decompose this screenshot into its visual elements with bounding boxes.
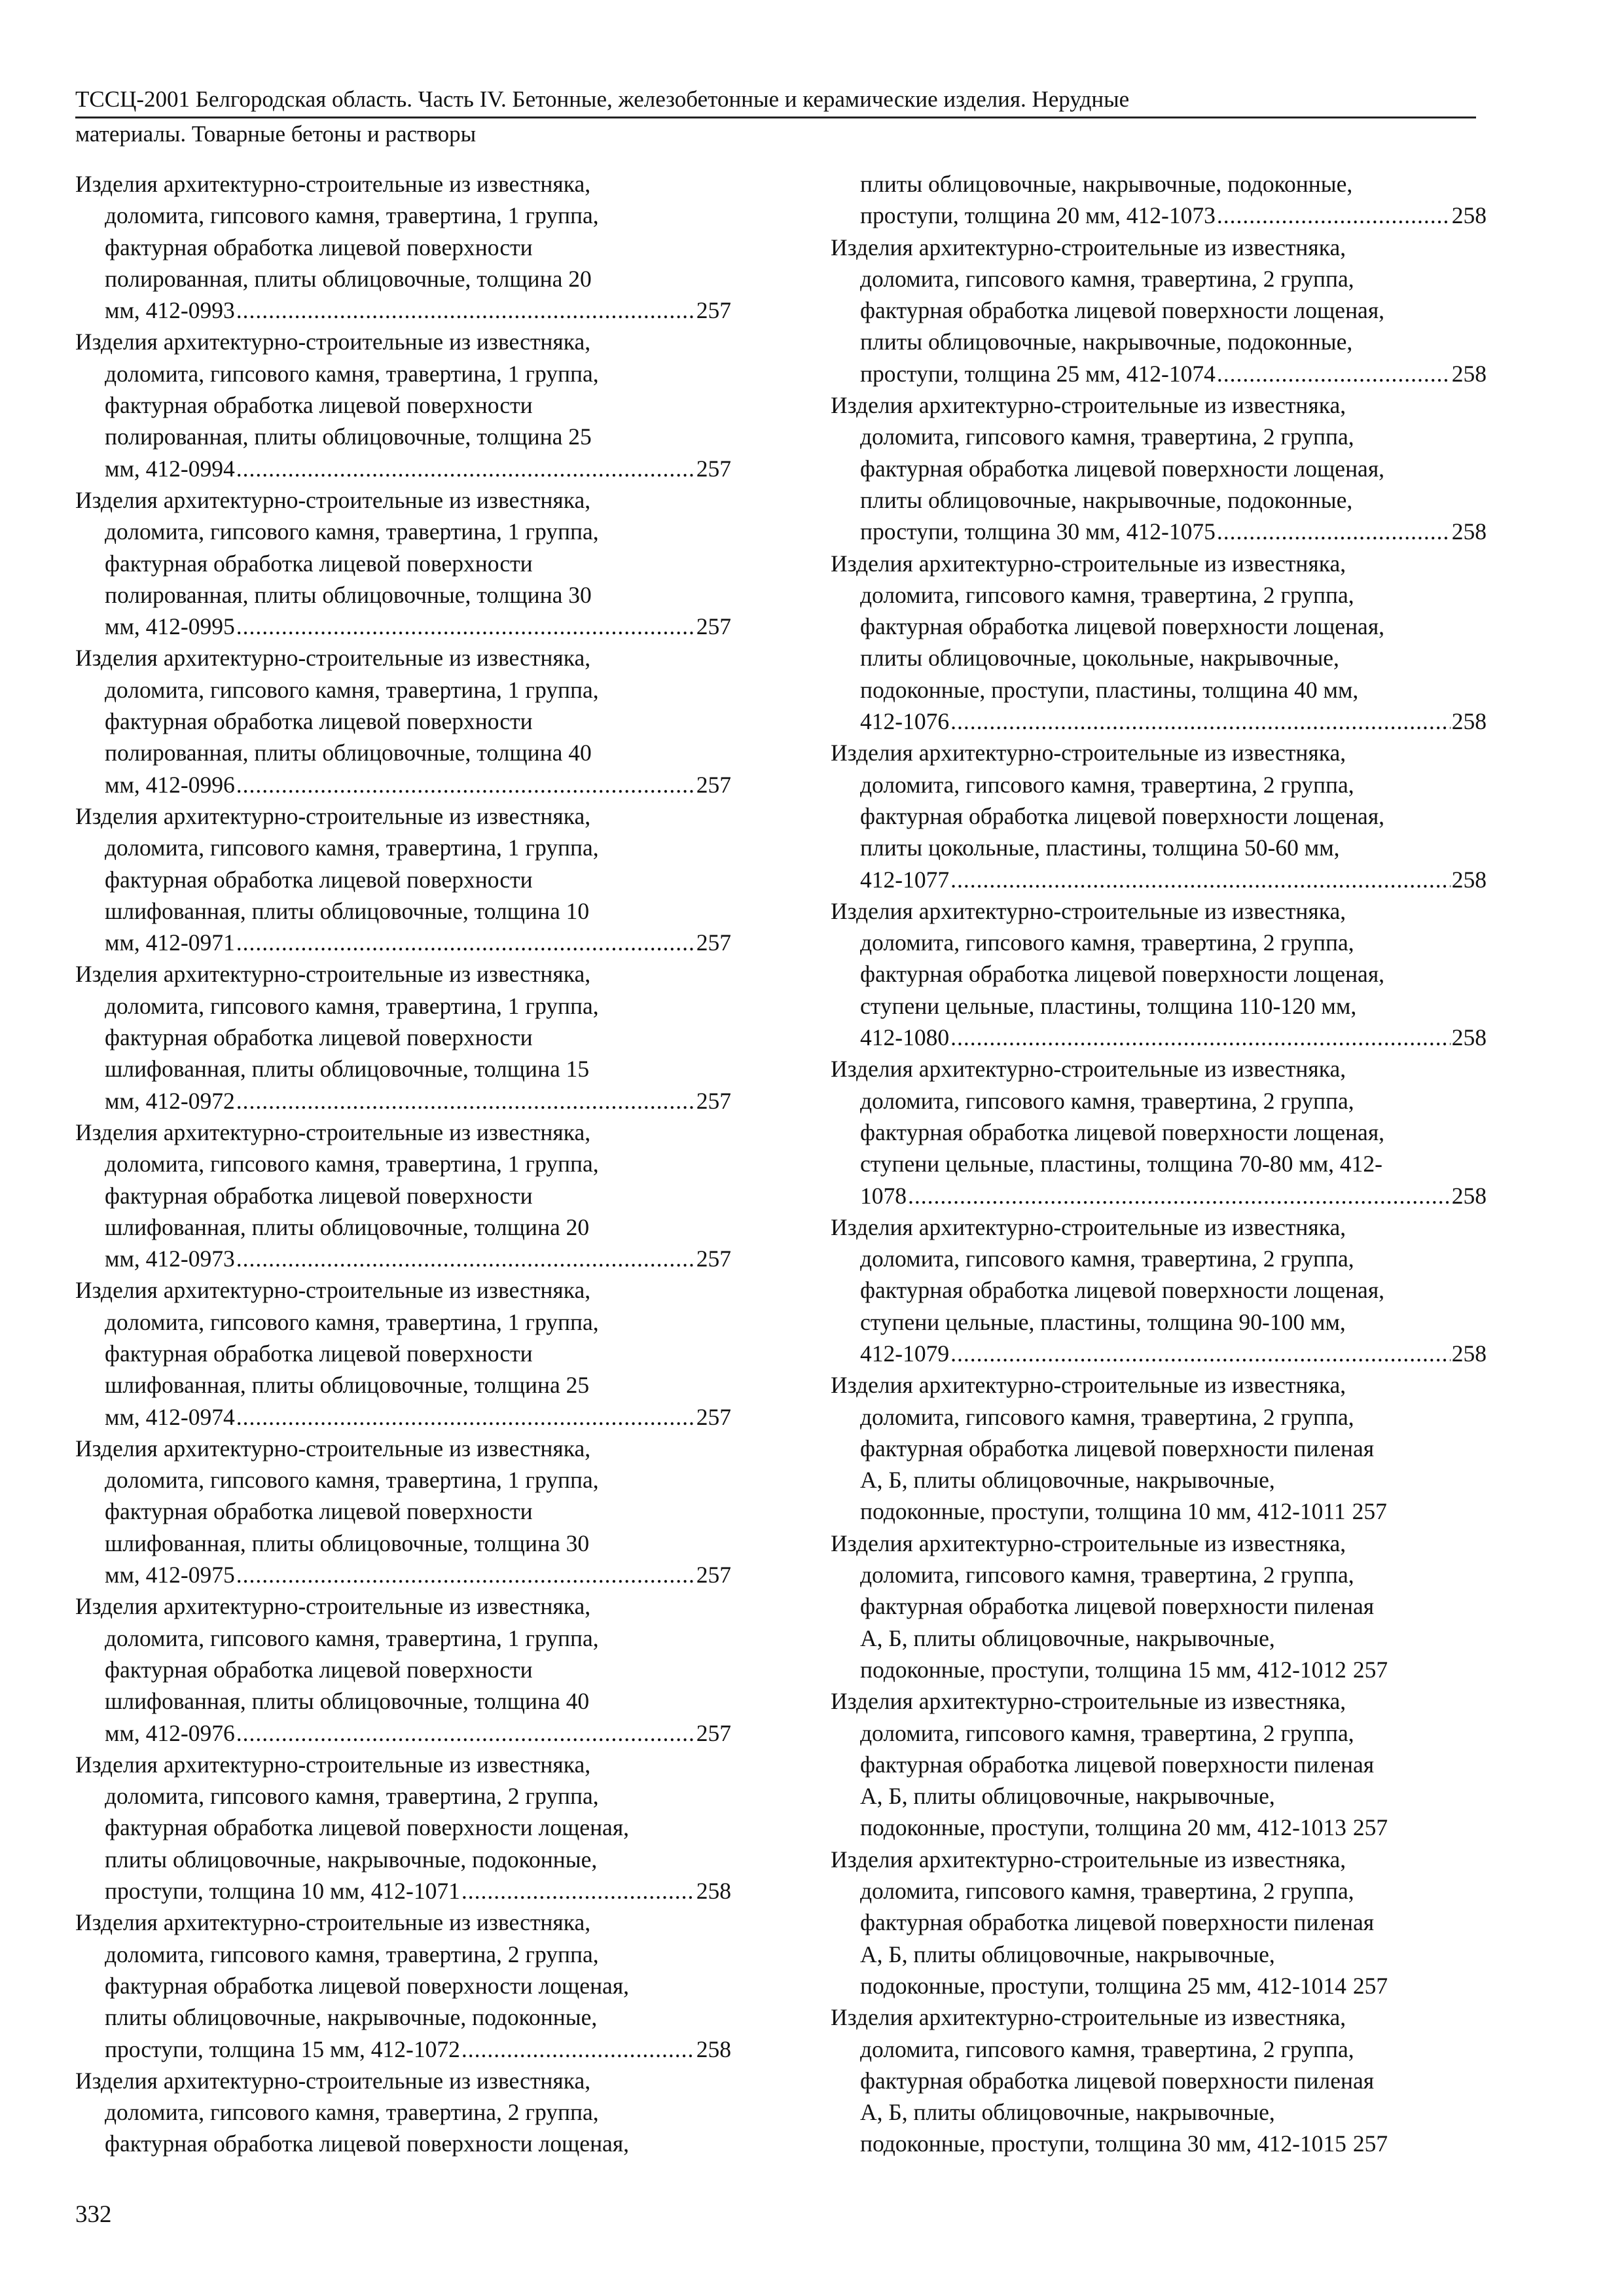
- index-entry: [831, 1211, 1487, 1369]
- index-entry: [75, 1117, 731, 1274]
- index-entry-page: 258: [1451, 1340, 1487, 1367]
- index-entry-line: фактурная обработка лицевой поверхности: [105, 550, 533, 577]
- index-entry-line: Изделия архитектурно-строительные из известняка,: [75, 2067, 591, 2094]
- index-entry-line: доломита, гипсового камня, травертина, 1 группа,: [105, 676, 599, 703]
- index-entry-line: фактурная обработка лицевой поверхности лощеная,: [860, 455, 1385, 482]
- index-entry-code: мм, 412-0973: [105, 1246, 235, 1272]
- index-entry: [75, 1274, 731, 1432]
- index-entry-reference: [831, 1496, 1487, 1527]
- index-entry-line: доломита, гипсового камня, травертина, 1 группа,: [105, 360, 599, 387]
- index-entry-line: Изделия архитектурно-строительные из известняка,: [831, 234, 1346, 260]
- index-entry-line: шлифованная, плиты облицовочные, толщина 40: [105, 1688, 590, 1715]
- index-entry: [831, 1844, 1487, 2001]
- index-entry-reference: [831, 1180, 1487, 1211]
- index-entry-page: 258: [1451, 708, 1487, 735]
- index-entry-line: доломита, гипсового камня, травертина, 2 группа,: [860, 1719, 1354, 1746]
- index-entry-reference: [831, 1812, 1487, 1843]
- index-entry-line: фактурная обработка лицевой поверхности лощеная,: [105, 1972, 630, 1999]
- index-entry-page: 257: [696, 1719, 731, 1746]
- index-entry-line: доломита, гипсового камня, травертина, 2 группа,: [860, 581, 1354, 608]
- index-entry-line: фактурная обработка лицевой поверхности: [105, 1498, 533, 1525]
- dot-leader: [1217, 358, 1451, 389]
- dot-leader: [236, 1243, 695, 1274]
- index-entry-line: Изделия архитектурно-строительные из известняка,: [75, 1119, 591, 1145]
- index-entry-line: Изделия архитектурно-строительные из известняка,: [831, 1372, 1346, 1399]
- dot-leader: [950, 706, 1451, 737]
- index-entry: [75, 958, 731, 1116]
- index-entry-code: подоконные, проступи, толщина 15 мм, 412-1012: [860, 1656, 1346, 1683]
- index-entry-line: фактурная обработка лицевой поверхности пиленая: [860, 1751, 1375, 1778]
- index-entry-line: полированная, плиты облицовочные, толщина 20: [105, 265, 592, 292]
- index-entry-line: Изделия архитектурно-строительные из известняка,: [831, 1530, 1346, 1556]
- dot-leader: [1217, 200, 1451, 231]
- index-entry-code: мм, 412-0996: [105, 771, 235, 798]
- dot-leader: [236, 927, 695, 958]
- index-entry-code: 412-1080: [860, 1024, 950, 1051]
- index-entry-line: Изделия архитектурно-строительные из известняка,: [831, 1056, 1346, 1083]
- index-entry-reference: [831, 864, 1487, 895]
- index-entry-line: доломита, гипсового камня, травертина, 2 группа,: [860, 1246, 1354, 1272]
- index-entry-line: доломита, гипсового камня, травертина, 2 группа,: [860, 265, 1354, 292]
- index-entry-reference: [75, 1875, 731, 1907]
- index-entry-code: 1078: [860, 1182, 907, 1209]
- index-entry: [831, 737, 1487, 895]
- index-entry: [75, 326, 731, 484]
- index-entry: [831, 1528, 1487, 1685]
- index-entry: [75, 168, 731, 326]
- index-entry: [831, 389, 1487, 547]
- index-entry-line: Изделия архитектурно-строительные из известняка,: [75, 1277, 591, 1304]
- index-entry-line: доломита, гипсового камня, травертина, 2 группа,: [860, 1878, 1354, 1905]
- index-entry-line: фактурная обработка лицевой поверхности лощеная,: [860, 297, 1385, 324]
- index-entry-line: плиты облицовочные, накрывочные, подоконные,: [860, 329, 1353, 355]
- index-entry-page: 257: [1352, 1498, 1387, 1525]
- dot-leader: [236, 295, 695, 326]
- index-entry-code: проступи, толщина 20 мм, 412-1073: [860, 202, 1216, 229]
- dot-leader: [236, 1085, 695, 1117]
- index-entry: [831, 895, 1487, 1053]
- index-entry: [75, 800, 731, 958]
- index-entry-reference: [831, 516, 1487, 547]
- index-entry-line: доломита, гипсового камня, травертина, 1 группа,: [105, 202, 599, 229]
- index-entry-line: Изделия архитектурно-строительные из известняка,: [831, 2004, 1346, 2031]
- index-entry-line: фактурная обработка лицевой поверхности лощеная,: [860, 1277, 1385, 1304]
- index-entry-code: 412-1077: [860, 866, 950, 893]
- index-entry: [831, 1369, 1487, 1527]
- index-entry-line: Изделия архитектурно-строительные из известняка,: [75, 802, 591, 829]
- index-entry-page: 258: [1451, 1024, 1487, 1051]
- index-entry-code: мм, 412-0994: [105, 455, 235, 482]
- index-entry-line: фактурная обработка лицевой поверхности: [105, 1182, 533, 1209]
- index-entry-line: доломита, гипсового камня, травертина, 2 группа,: [860, 1087, 1354, 1114]
- index-entry-line: фактурная обработка лицевой поверхности лощеная,: [105, 1814, 630, 1841]
- dot-leader: [236, 769, 695, 800]
- dot-leader: [950, 864, 1451, 895]
- index-entry-line: доломита, гипсового камня, травертина, 2 группа,: [860, 2036, 1354, 2062]
- index-entry: [75, 1907, 731, 2064]
- index-entry: [831, 1053, 1487, 1211]
- index-entry-code: проступи, толщина 25 мм, 412-1074: [860, 360, 1216, 387]
- index-entry-page: 257: [696, 455, 731, 482]
- index-entry-line: фактурная обработка лицевой поверхности лощеная,: [860, 1119, 1385, 1145]
- index-entry-page: 257: [1352, 1656, 1388, 1683]
- page-number: 332: [75, 2201, 112, 2228]
- index-entry-reference: [75, 2034, 731, 2065]
- index-entry: [831, 1685, 1487, 1843]
- index-entry-line: подоконные, проступи, пластины, толщина 40 мм,: [860, 676, 1359, 703]
- index-entry-page: 257: [696, 297, 731, 324]
- index-column-right: [831, 168, 1487, 2160]
- index-entry-line: Изделия архитектурно-строительные из известняка,: [831, 1846, 1346, 1873]
- index-entry-line: фактурная обработка лицевой поверхности пиленая: [860, 1435, 1375, 1462]
- index-entry-page: 257: [1352, 1972, 1388, 1999]
- dot-leader: [236, 1717, 695, 1749]
- index-entry-page: 258: [1451, 360, 1487, 387]
- index-entry-reference: [75, 611, 731, 642]
- index-entry-code: 412-1076: [860, 708, 950, 735]
- index-entry-line: шлифованная, плиты облицовочные, толщина 25: [105, 1372, 590, 1399]
- dot-leader: [236, 1401, 695, 1433]
- index-entry-code: мм, 412-0974: [105, 1403, 235, 1430]
- index-entry-page: 257: [696, 929, 731, 956]
- dot-leader: [461, 2034, 695, 2065]
- index-entry-line: фактурная обработка лицевой поверхности пиленая: [860, 1593, 1375, 1620]
- index-entry-line: доломита, гипсового камня, травертина, 1 группа,: [105, 834, 599, 861]
- index-entry-line: ступени цельные, пластины, толщина 110-120 мм,: [860, 992, 1357, 1019]
- index-entry-line: полированная, плиты облицовочные, толщина 40: [105, 740, 592, 766]
- index-entry-line: фактурная обработка лицевой поверхности лощеная,: [105, 2130, 630, 2157]
- index-entry-line: Изделия архитектурно-строительные из известняка,: [75, 329, 591, 355]
- index-entry-line: доломита, гипсового камня, травертина, 2 группа,: [860, 929, 1354, 956]
- index-entry-line: Изделия архитектурно-строительные из известняка,: [831, 1213, 1346, 1240]
- index-entry-page: 258: [696, 1878, 731, 1905]
- index-entry-code: подоконные, проступи, толщина 20 мм, 412-1013: [860, 1814, 1346, 1841]
- index-entry-page: 257: [696, 1087, 731, 1114]
- index-entry-line: доломита, гипсового камня, травертина, 2 группа,: [860, 1403, 1354, 1430]
- index-entry-code: мм, 412-0975: [105, 1562, 235, 1588]
- index-entry-line: фактурная обработка лицевой поверхности лощеная,: [860, 613, 1385, 640]
- index-entry-reference: [75, 769, 731, 800]
- index-entry: [831, 168, 1487, 232]
- index-entry: [831, 548, 1487, 738]
- index-entry-line: доломита, гипсового камня, травертина, 1 группа,: [105, 518, 599, 545]
- index-entry-line: Изделия архитектурно-строительные из известняка,: [831, 897, 1346, 924]
- index-entry-line: доломита, гипсового камня, травертина, 2 группа,: [105, 1941, 599, 1967]
- index-entry-page: 258: [1451, 202, 1487, 229]
- index-entry-reference: [831, 2128, 1487, 2159]
- index-entry-page: 257: [1352, 1814, 1388, 1841]
- dot-leader: [236, 1559, 695, 1590]
- index-entry: [75, 2065, 731, 2160]
- header-title-line-2: материалы. Товарные бетоны и растворы: [75, 121, 477, 147]
- index-entry-line: ступени цельные, пластины, толщина 90-100 мм,: [860, 1308, 1346, 1335]
- index-entry-line: Изделия архитектурно-строительные из известняка,: [831, 1688, 1346, 1715]
- index-entry-reference: [831, 200, 1487, 231]
- index-entry: [831, 232, 1487, 389]
- index-entry-code: подоконные, проступи, толщина 30 мм, 412-1015: [860, 2130, 1346, 2157]
- index-entry-line: доломита, гипсового камня, травертина, 2 группа,: [105, 2099, 599, 2126]
- dot-leader: [236, 611, 695, 642]
- index-entry-line: Изделия архитектурно-строительные из известняка,: [831, 392, 1346, 419]
- index-entry-page: 257: [696, 613, 731, 640]
- index-entry-code: мм, 412-0971: [105, 929, 235, 956]
- index-entry: [831, 2001, 1487, 2159]
- index-entry-line: А, Б, плиты облицовочные, накрывочные,: [860, 2099, 1275, 2126]
- index-entry-line: доломита, гипсового камня, травертина, 1 группа,: [105, 1624, 599, 1651]
- index-entry-code: проступи, толщина 15 мм, 412-1072: [105, 2036, 460, 2062]
- index-entry-line: Изделия архитектурно-строительные из известняка,: [75, 486, 591, 513]
- index-entry-reference: [75, 453, 731, 484]
- index-entry-reference: [75, 1559, 731, 1590]
- index-entry-code: проступи, толщина 10 мм, 412-1071: [105, 1878, 460, 1905]
- index-entry-page: 257: [696, 771, 731, 798]
- index-entry-line: плиты облицовочные, накрывочные, подоконные,: [105, 1846, 598, 1873]
- index-entry-code: мм, 412-0972: [105, 1087, 235, 1114]
- index-entry-line: плиты облицовочные, цокольные, накрывочные,: [860, 645, 1339, 672]
- index-entry-line: доломита, гипсового камня, травертина, 2 группа,: [860, 423, 1354, 450]
- index-entry-line: Изделия архитектурно-строительные из известняка,: [75, 1909, 591, 1936]
- index-entry-line: Изделия архитектурно-строительные из известняка,: [75, 961, 591, 988]
- page-header: [75, 84, 1476, 150]
- index-entry-line: А, Б, плиты облицовочные, накрывочные,: [860, 1941, 1275, 1967]
- index-entry-code: мм, 412-0993: [105, 297, 235, 324]
- index-entry-line: полированная, плиты облицовочные, толщина 30: [105, 581, 592, 608]
- index-entry-page: 258: [696, 2036, 731, 2062]
- index-entry-line: фактурная обработка лицевой поверхности: [105, 1656, 533, 1683]
- index-entry-reference: [75, 1717, 731, 1749]
- index-entry-line: доломита, гипсового камня, травертина, 1 группа,: [105, 1151, 599, 1177]
- index-entry-line: полированная, плиты облицовочные, толщина 25: [105, 423, 592, 450]
- index-entry-code: мм, 412-0976: [105, 1719, 235, 1746]
- index-entry-line: шлифованная, плиты облицовочные, толщина 15: [105, 1056, 590, 1083]
- index-entry-line: фактурная обработка лицевой поверхности пиленая: [860, 2067, 1375, 2094]
- index-entry-line: Изделия архитектурно-строительные из известняка,: [75, 1751, 591, 1778]
- index-entry-reference: [831, 1654, 1487, 1685]
- index-entry-reference: [75, 295, 731, 326]
- index-entry-line: плиты облицовочные, накрывочные, подоконные,: [105, 2004, 598, 2031]
- index-entry-page: 258: [1451, 1182, 1487, 1209]
- index-entry-code: подоконные, проступи, толщина 25 мм, 412-1014: [860, 1972, 1346, 1999]
- dot-leader: [908, 1180, 1451, 1211]
- index-entry-line: Изделия архитектурно-строительные из известняка,: [75, 645, 591, 672]
- dot-leader: [950, 1022, 1451, 1053]
- index-entry-page: 257: [1352, 2130, 1388, 2157]
- header-title-line-1: ТССЦ-2001 Белгородская область. Часть IV. Бетонные, железобетонные и керамические изделия. Нерудные: [75, 84, 1476, 118]
- index-entry-line: фактурная обработка лицевой поверхности: [105, 708, 533, 735]
- index-entry-line: А, Б, плиты облицовочные, накрывочные,: [860, 1624, 1275, 1651]
- index-entry-line: фактурная обработка лицевой поверхности: [105, 1024, 533, 1051]
- index-entry-code: подоконные, проступи, толщина 10 мм, 412-1011: [860, 1498, 1346, 1525]
- index-entry-line: А, Б, плиты облицовочные, накрывочные,: [860, 1783, 1275, 1810]
- index-entry-line: шлифованная, плиты облицовочные, толщина 30: [105, 1530, 590, 1556]
- index-entry-reference: [75, 1243, 731, 1274]
- index-entry-line: фактурная обработка лицевой поверхности лощеная,: [860, 961, 1385, 988]
- index-entry-line: плиты цокольные, пластины, толщина 50-60 мм,: [860, 834, 1340, 861]
- index-entry-line: фактурная обработка лицевой поверхности: [105, 1340, 533, 1367]
- index-entry-page: 257: [696, 1562, 731, 1588]
- index-entry: [75, 1590, 731, 1748]
- index-entry-line: Изделия архитектурно-строительные из известняка,: [75, 1435, 591, 1462]
- index-entry: [75, 642, 731, 800]
- index-entry: [75, 484, 731, 642]
- dot-leader: [236, 453, 695, 484]
- index-entry-line: Изделия архитектурно-строительные из известняка,: [75, 171, 591, 197]
- index-entry-page: 258: [1451, 866, 1487, 893]
- index-entry-line: шлифованная, плиты облицовочные, толщина 20: [105, 1213, 590, 1240]
- index-entry-line: фактурная обработка лицевой поверхности: [105, 234, 533, 260]
- index-entry-page: 257: [696, 1403, 731, 1430]
- index-entry-reference: [831, 706, 1487, 737]
- index-entry-line: доломита, гипсового камня, травертина, 1 группа,: [105, 992, 599, 1019]
- index-entry-line: фактурная обработка лицевой поверхности: [105, 866, 533, 893]
- index-entry-reference: [831, 1338, 1487, 1369]
- index-entry-line: плиты облицовочные, накрывочные, подоконные,: [860, 171, 1353, 197]
- index-entry-reference: [75, 1401, 731, 1433]
- index-entry-line: шлифованная, плиты облицовочные, толщина 10: [105, 897, 590, 924]
- index-entry-line: доломита, гипсового камня, травертина, 1 группа,: [105, 1467, 599, 1494]
- index-entry-reference: [75, 1085, 731, 1117]
- index-entry-code: проступи, толщина 30 мм, 412-1075: [860, 518, 1216, 545]
- index-entry-line: Изделия архитектурно-строительные из известняка,: [75, 1593, 591, 1620]
- index-entry-line: доломита, гипсового камня, травертина, 2 группа,: [860, 771, 1354, 798]
- index-entry-line: фактурная обработка лицевой поверхности лощеная,: [860, 802, 1385, 829]
- index-entry-line: фактурная обработка лицевой поверхности: [105, 392, 533, 419]
- index-entry-code: мм, 412-0995: [105, 613, 235, 640]
- index-entry-reference: [831, 1022, 1487, 1053]
- index-entry-line: доломита, гипсового камня, травертина, 2 группа,: [860, 1562, 1354, 1588]
- index-entry-line: фактурная обработка лицевой поверхности пиленая: [860, 1909, 1375, 1936]
- index-entry-line: плиты облицовочные, накрывочные, подоконные,: [860, 486, 1353, 513]
- index-entry: [75, 1433, 731, 1590]
- index-entry-code: 412-1079: [860, 1340, 950, 1367]
- index-entry-line: доломита, гипсового камня, травертина, 2 группа,: [105, 1783, 599, 1810]
- index-entry-line: Изделия архитектурно-строительные из известняка,: [831, 740, 1346, 766]
- index-entry-line: ступени цельные, пластины, толщина 70-80 мм, 412-: [860, 1151, 1382, 1177]
- dot-leader: [950, 1338, 1451, 1369]
- index-entry-page: 257: [696, 1246, 731, 1272]
- index-entry-page: 258: [1451, 518, 1487, 545]
- index-entry-line: Изделия архитектурно-строительные из известняка,: [831, 550, 1346, 577]
- index-entry-line: доломита, гипсового камня, травертина, 1 группа,: [105, 1308, 599, 1335]
- index-entry-line: А, Б, плиты облицовочные, накрывочные,: [860, 1467, 1275, 1494]
- dot-leader: [1217, 516, 1451, 547]
- index-entry-reference: [75, 927, 731, 958]
- dot-leader: [461, 1875, 695, 1907]
- index-entry-reference: [831, 358, 1487, 389]
- index-column-left: [75, 168, 731, 2160]
- index-entry-reference: [831, 1970, 1487, 2001]
- index-entry: [75, 1749, 731, 1907]
